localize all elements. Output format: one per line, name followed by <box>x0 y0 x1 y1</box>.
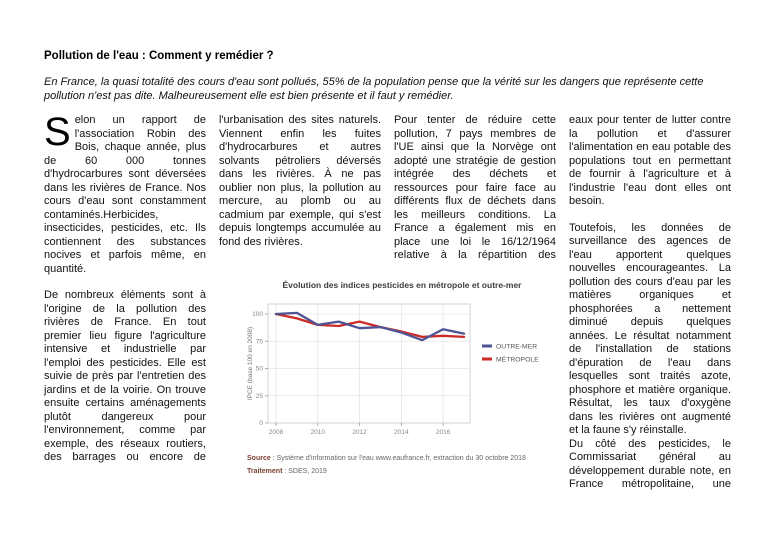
traitement-text: : SDES, 2019 <box>282 468 327 475</box>
paragraph: Du côté des pesticides, le Commissariat général au développement durable note, en France métropolitaine, une <box>569 437 731 490</box>
source-label: Source <box>247 455 271 462</box>
svg-text:50: 50 <box>255 365 263 373</box>
pesticide-index-chart <box>244 276 562 448</box>
intro-paragraph: En France, la quasi totalité des cours d'eau sont pollués, 55% de la population pense que la vérité sur les dangers que représente cette pollution n'est pas dite. Malheureusement elle est bien présente et il faut y remédier. <box>44 76 704 102</box>
column-1 <box>44 110 206 505</box>
svg-text:OUTRE-MER: OUTRE-MER <box>496 343 538 351</box>
paragraph: l'urbanisation des sites naturels. Viennent enfin les fuites d'hydrocarbures et autres solvants pétroliers déversés dans les rivières. À ne pas oublier non plus, la pollution au mercure, au plomb ou au cadmium par exemple, qui s'est depuis longtemps accumulée au fond des rivières. <box>219 114 381 248</box>
paragraph: Pour tenter de réduire cette pollution, 7 pays membres de l'UE ainsi que la Norvège ont adopté une stratégie de gestion intégrée des déchets et ressources pour faire face au différents flux de déchets dans les meilleurs conditions. La France a également mis en place une loi le 16/12/1964 relative à la répartition des <box>394 114 556 261</box>
traitement-label: Traitement <box>247 468 283 475</box>
chart-source-note <box>247 452 557 478</box>
paragraph-text: elon un rapport de l'association Robin des Bois, chaque année, plus de 60 000 tonnes d'hydrocarbures sont déversées dans les rivières de France. Nos cours d'eau sont constamment contaminés.Herbicides, insecticides, pesticides, etc. Ils contiennent des substances nocives et parfois même, en quantité. <box>44 114 206 275</box>
paragraph: eaux pour tenter de lutter contre la pollution et d'assurer l'alimentation en eau potable des populations tout en permettant de fournir à l'agriculture et à l'industrie l'eau dont elles ont besoin. <box>569 114 731 207</box>
svg-text:2014: 2014 <box>394 429 409 436</box>
source-line <box>247 452 557 465</box>
traitement-line <box>247 465 557 478</box>
svg-text:0: 0 <box>259 420 263 428</box>
svg-text:75: 75 <box>255 338 263 346</box>
column-4 <box>569 114 731 505</box>
svg-text:MÉTROPOLE: MÉTROPOLE <box>496 356 539 364</box>
pesticide-chart-svg <box>244 276 562 448</box>
source-text: : Système d'information sur l'eau www.eaufrance.fr, extraction du 30 octobre 2018 <box>270 455 526 462</box>
svg-text:25: 25 <box>255 392 263 400</box>
svg-text:2010: 2010 <box>310 429 326 436</box>
paragraph: De nombreux éléments sont à l'origine de la pollution des rivières de France. En tout premier lieu figure l'agriculture intensive et industrielle par l'emploi des pesticides. Elle est suivie de près par l'entretien des jardins et de la voirie. On trouve ensuite certains aménagements plutôt dangereux pour l'environnement, comme par exemple, des réseaux routiers, des barrages ou encore de <box>44 289 206 463</box>
svg-text:2012: 2012 <box>352 429 367 436</box>
svg-text:100: 100 <box>252 311 263 319</box>
svg-text:IPCE (base 100 en 2008): IPCE (base 100 en 2008) <box>247 326 254 401</box>
page-title: Pollution de l'eau : Comment y remédier ? <box>44 50 274 62</box>
svg-text:Évolution des indices pesticid: Évolution des indices pesticides en métropole et outre-mer <box>282 280 522 290</box>
paragraph: Toutefois, les données de surveillance des agences de l'eau apportent quelques nouvelles encourageantes. La pollution des cours d'eau par les matières organiques et phosphorées a nettement diminué depuis quelques années. Le résultat notamment de l'installation de stations d'épuration de l'eau dans lesquelles sont traités azote, phosphore et matière organique. Résultat, les taux d'oxygène dans les rivières ont augmenté et la faune s'y réinstalle. <box>569 221 731 436</box>
drop-cap: S <box>44 110 71 154</box>
svg-text:2008: 2008 <box>268 429 284 436</box>
paragraph <box>44 110 206 276</box>
svg-text:2016: 2016 <box>435 429 451 436</box>
